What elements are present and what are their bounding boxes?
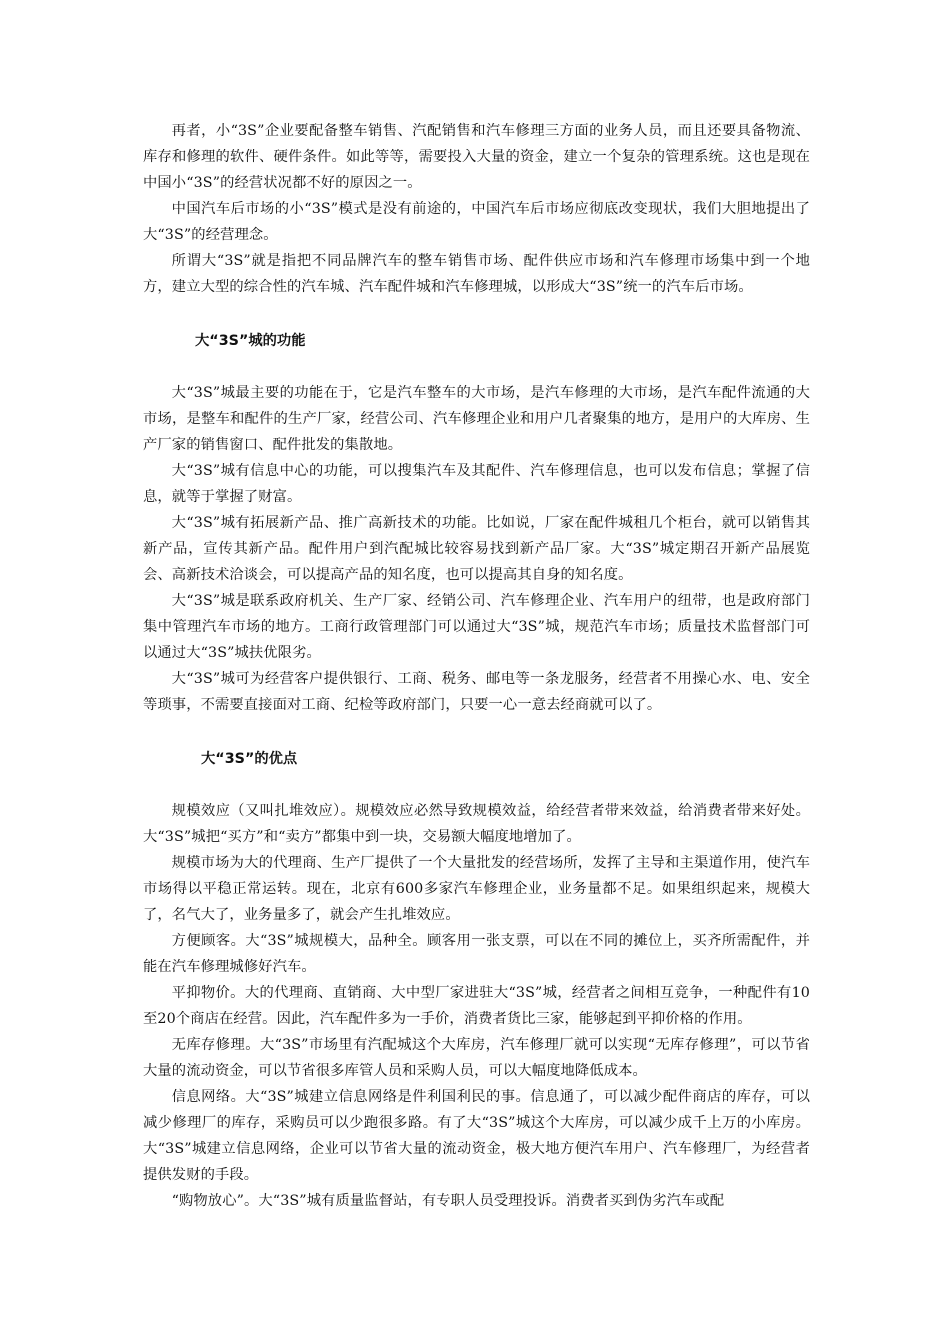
advantages-paragraph-3: 方便顾客。大“3S”城规模大，品种全。顾客用一张支票，可以在不同的摊位上，买齐所需配件，并能在汽车修理城修好汽车。 <box>143 933 810 975</box>
section-heading-advantages: 大“3S”的优点 <box>201 751 298 767</box>
advantages-paragraph-4: 平抑物价。大的代理商、直销商、大中型厂家进驻大“3S”城，经营者之间相互竞争，一种配件有10至20个商店在经营。因此，汽车配件多为一手价，消费者货比三家，能够起到平抑价格的作用。 <box>143 985 810 1027</box>
section-heading-functions: 大“3S”城的功能 <box>195 333 306 349</box>
functions-paragraph-5: 大“3S”城可为经营客户提供银行、工商、税务、邮电等一条龙服务，经营者不用操心水、电、安全等琐事，不需要直接面对工商、纪检等政府部门，只要一心一意去经商就可以了。 <box>143 671 810 713</box>
functions-paragraph-2: 大“3S”城有信息中心的功能，可以搜集汽车及其配件、汽车修理信息，也可以发布信息；掌握了信息，就等于掌握了财富。 <box>143 463 810 505</box>
advantages-paragraph-6: 信息网络。大“3S”城建立信息网络是件利国利民的事。信息通了，可以减少配件商店的库存，可以减少修理厂的库存，采购员可以少跑很多路。有了大“3S”城这个大库房，可以减少成千上万的小库房。大“3S”城建立信息网络，企业可以节省大量的流动资金，极大地方便汽车用户、汽车修理厂，为经营者提供发财的手段。 <box>143 1089 810 1183</box>
advantages-paragraph-1: 规模效应（又叫扎堆效应）。规模效应必然导致规模效益，给经营者带来效益，给消费者带来好处。大“3S”城把“买方”和“卖方”都集中到一块，交易额大幅度地增加了。 <box>143 803 810 845</box>
functions-paragraph-4: 大“3S”城是联系政府机关、生产厂家、经销公司、汽车修理企业、汽车用户的纽带，也是政府部门集中管理汽车市场的地方。工商行政管理部门可以通过大“3S”城，规范汽车市场；质量技术监督部门可以通过大“3S”城扶优限劣。 <box>143 593 810 661</box>
intro-paragraph-1: 再者，小“3S”企业要配备整车销售、汽配销售和汽车修理三方面的业务人员，而且还要具备物流、库存和修理的软件、硬件条件。如此等等，需要投入大量的资金，建立一个复杂的管理系统。这也是现在中国小“3S”的经营状况都不好的原因之一。 <box>143 123 810 191</box>
intro-paragraph-3: 所谓大“3S”就是指把不同品牌汽车的整车销售市场、配件供应市场和汽车修理市场集中到一个地方，建立大型的综合性的汽车城、汽车配件城和汽车修理城，以形成大“3S”统一的汽车后市场。 <box>143 253 810 295</box>
functions-paragraph-1: 大“3S”城最主要的功能在于，它是汽车整车的大市场，是汽车修理的大市场，是汽车配件流通的大市场，是整车和配件的生产厂家，经营公司、汽车修理企业和用户几者聚集的地方，是用户的大库房、生产厂家的销售窗口、配件批发的集散地。 <box>143 385 810 453</box>
intro-paragraph-2: 中国汽车后市场的小“3S”模式是没有前途的，中国汽车后市场应彻底改变现状，我们大胆地提出了大“3S”的经营理念。 <box>143 201 810 243</box>
document-page <box>143 118 810 1214</box>
functions-paragraph-3: 大“3S”城有拓展新产品、推广高新技术的功能。比如说，厂家在配件城租几个柜台，就可以销售其新产品，宣传其新产品。配件用户到汽配城比较容易找到新产品厂家。大“3S”城定期召开新产品展览会、高新技术洽谈会，可以提高产品的知名度，也可以提高其自身的知名度。 <box>143 515 810 583</box>
advantages-paragraph-2: 规模市场为大的代理商、生产厂提供了一个大量批发的经营场所，发挥了主导和主渠道作用，使汽车市场得以平稳正常运转。现在，北京有600多家汽车修理企业，业务量都不足。如果组织起来，规模大了，名气大了，业务量多了，就会产生扎堆效应。 <box>143 855 810 923</box>
advantages-paragraph-7: “购物放心”。大“3S”城有质量监督站，有专职人员受理投诉。消费者买到伪劣汽车或配 <box>171 1193 725 1209</box>
advantages-paragraph-5: 无库存修理。大“3S”市场里有汽配城这个大库房，汽车修理厂就可以实现“无库存修理”，可以节省大量的流动资金，可以节省很多库管人员和采购人员，可以大幅度地降低成本。 <box>143 1037 810 1079</box>
